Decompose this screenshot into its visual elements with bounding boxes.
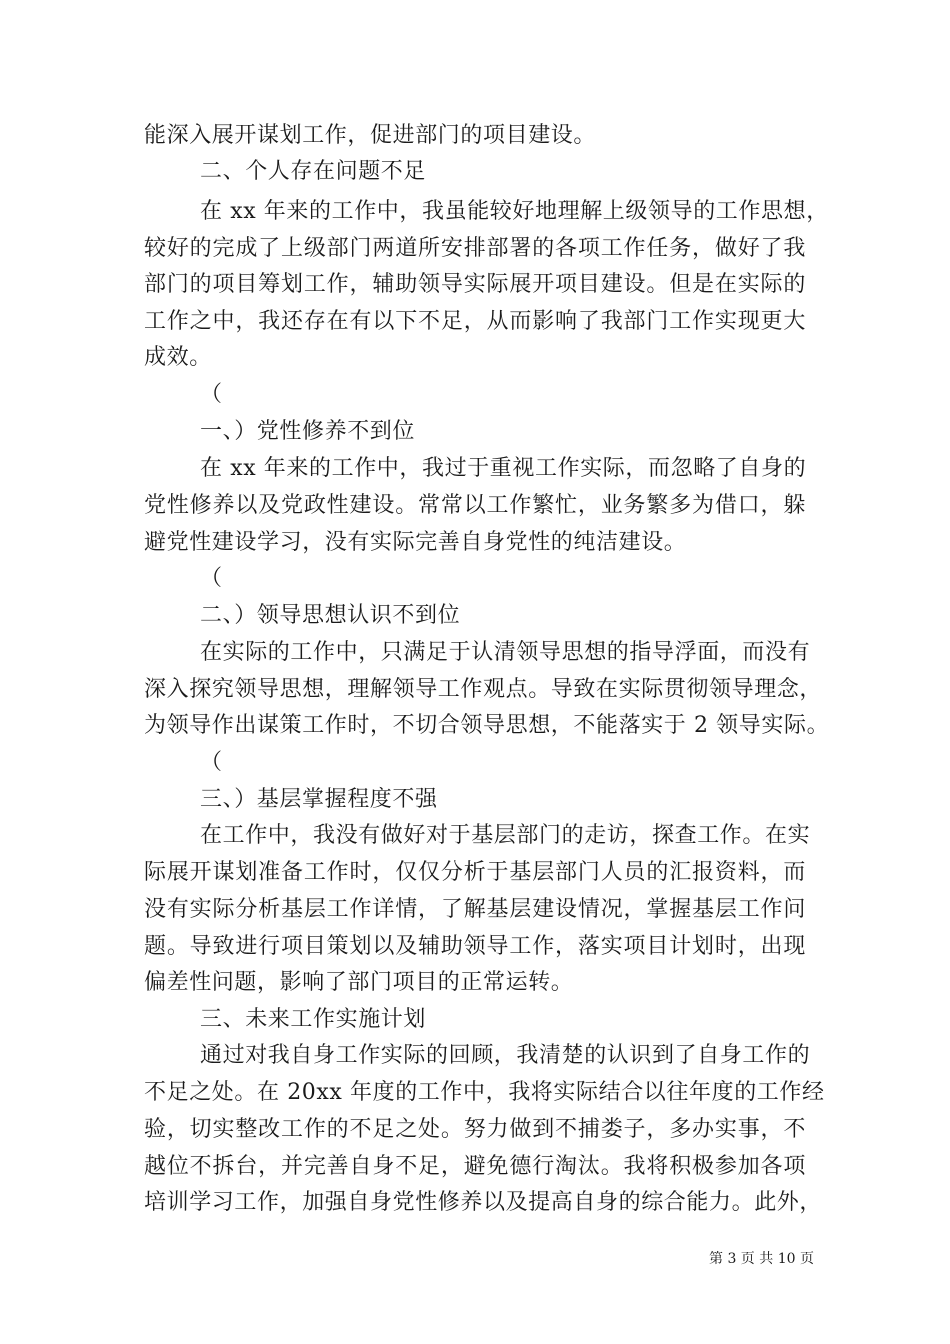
body-text-line: 避党性建设学习，没有实际完善自身党性的纯洁建设。 bbox=[144, 530, 687, 555]
bracket-mark: （ bbox=[200, 382, 223, 407]
subsection-heading: 三、）基层掌握程度不强 bbox=[200, 787, 438, 812]
body-text-line: 际展开谋划准备工作时，仅仅分析于基层部门人员的汇报资料，而 bbox=[144, 860, 806, 885]
body-text-line: 党性修养以及党政性建设。常常以工作繁忙，业务繁多为借口，躲 bbox=[144, 493, 806, 518]
body-text-line: 验，切实整改工作的不足之处。努力做到不捕娄子，多办实事，不 bbox=[144, 1117, 806, 1142]
section-heading: 二、个人存在问题不足 bbox=[200, 159, 427, 184]
body-text-line: 偏差性问题，影响了部门项目的正常运转。 bbox=[144, 970, 574, 995]
body-text-line: 较好的完成了上级部门两道所安排部署的各项工作任务，做好了我 bbox=[144, 236, 806, 261]
body-text-line: 为领导作出谋策工作时，不切合领导思想，不能落实于 2 领导实际。 bbox=[144, 713, 830, 738]
bracket-mark: （ bbox=[200, 566, 223, 591]
body-text-line: 培训学习工作，加强自身党性修养以及提高自身的综合能力。此外， bbox=[144, 1190, 823, 1215]
page-number-footer: 第 3 页 共 10 页 bbox=[709, 1251, 814, 1267]
body-text-line: 没有实际分析基层工作详情，了解基层建设情况，掌握基层工作问 bbox=[144, 897, 806, 922]
body-text-line: 不足之处。在 20xx 年度的工作中，我将实际结合以往年度的工作经 bbox=[144, 1080, 825, 1105]
body-text-line: 在 xx 年来的工作中，我虽能较好地理解上级领导的工作思想， bbox=[200, 199, 829, 224]
body-text-line: 通过对我自身工作实际的回顾，我清楚的认识到了自身工作的 bbox=[200, 1043, 811, 1068]
body-text-line: 在 xx 年来的工作中，我过于重视工作实际，而忽略了自身的 bbox=[200, 456, 807, 481]
body-text-line: 成效。 bbox=[144, 345, 212, 370]
subsection-heading: 一、）党性修养不到位 bbox=[200, 419, 416, 444]
body-text-line: 题。导致进行项目策划以及辅助领导工作，落实项目计划时，出现 bbox=[144, 934, 806, 959]
body-text-line: 在工作中，我没有做好对于基层部门的走访，探查工作。在实 bbox=[200, 823, 811, 848]
bracket-mark: （ bbox=[200, 750, 223, 775]
body-text-line: 越位不拆台，并完善自身不足，避免德行淘汰。我将积极参加各项 bbox=[144, 1154, 806, 1179]
body-text-line: 深入探究领导思想，理解领导工作观点。导致在实际贯彻领导理念， bbox=[144, 677, 823, 702]
body-text-line: 工作之中，我还存在有以下不足，从而影响了我部门工作实现更大 bbox=[144, 309, 806, 334]
body-text-line: 能深入展开谋划工作，促进部门的项目建设。 bbox=[144, 123, 597, 148]
body-text-line: 部门的项目筹划工作，辅助领导实际展开项目建设。但是在实际的 bbox=[144, 272, 806, 297]
subsection-heading: 二、）领导思想认识不到位 bbox=[200, 603, 461, 628]
body-text-line: 在实际的工作中，只满足于认清领导思想的指导浮面，而没有 bbox=[200, 640, 811, 665]
section-heading: 三、未来工作实施计划 bbox=[200, 1007, 427, 1032]
